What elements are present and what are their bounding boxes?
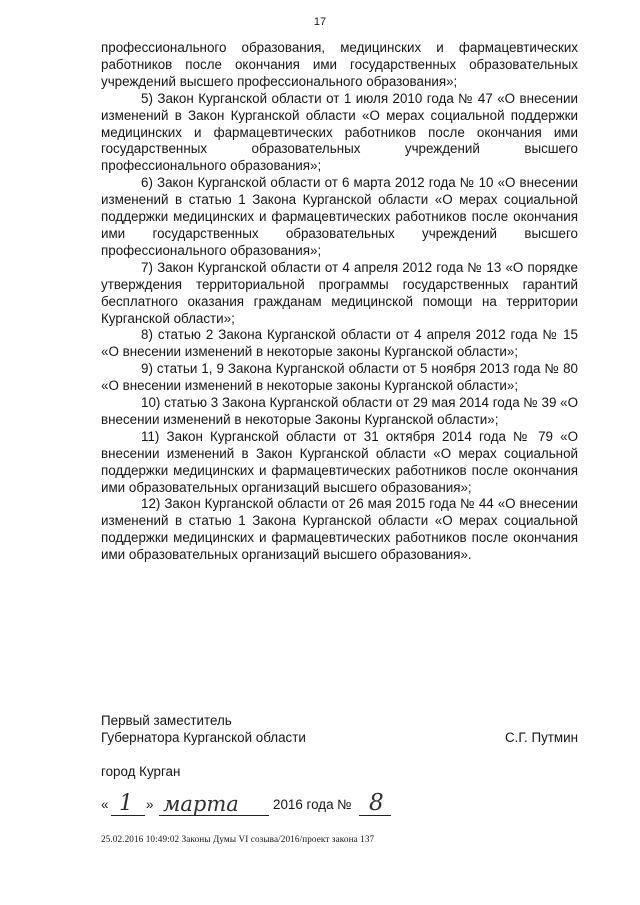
signatory-title-line1: Первый заместитель: [101, 713, 232, 728]
paragraph-item-12: 12) Закон Курганской области от 26 мая 2015 года № 44 «О внесении изменений в статью 1 Закона Курганской области «О мерах социальной поддержки медицинских и фармацевтических работников после окончания ими образовательных организаций высшего образования».: [101, 496, 578, 563]
footer-filepath: 25.02.2016 10:49:02 Законы Думы VI созыва/2016/проект закона 137: [101, 834, 375, 844]
date-day-handwritten: 1: [119, 791, 133, 816]
date-month-handwritten: марта: [163, 792, 239, 816]
date-open-quote: «: [101, 797, 109, 812]
paragraph-item-9: 9) статьи 1, 9 Закона Курганской области от 5 ноября 2013 года № 80 «О внесении изменений в некоторые законы Курганской области»;: [101, 361, 578, 394]
signatory-title-line2: Губернатора Курганской области: [101, 730, 306, 745]
page-number: 17: [313, 16, 327, 28]
signatory-name: С.Г. Путмин: [505, 730, 578, 745]
paragraph-continuation: профессионального образования, медицинских и фармацевтических работников после окончания ими государственных образовательных учреждений высшего профессионального образования»;: [101, 40, 578, 89]
date-line: [101, 790, 501, 819]
paragraph-item-5: 5) Закон Курганской области от 1 июля 2010 года № 47 «О внесении изменений в Закон Курганской области «О мерах социальной поддержки медицинских и фармацевтических работников после окончания ими государственных образовательных учреждений высшего профессионального образования»;: [101, 90, 578, 174]
paragraph-item-7: 7) Закон Курганской области от 4 апреля 2012 года № 13 «О порядке утверждения территориальной программы государственных гарантий бесплатного оказания гражданам медицинской помощи на территории Курганской области»;: [101, 259, 578, 326]
date-number-underline: [359, 815, 391, 816]
paragraph-item-8: 8) статью 2 Закона Курганской области от 4 апреля 2012 года № 15 «О внесении изменений в некоторые законы Курганской области»;: [101, 327, 578, 360]
date-number-handwritten: 8: [369, 790, 384, 816]
document-body: [101, 40, 578, 564]
date-day-underline: [111, 815, 145, 816]
signature-block: [101, 712, 578, 746]
paragraph-item-6: 6) Закон Курганской области от 6 марта 2012 года № 10 «О внесении изменений в статью 1 Закона Курганской области «О мерах социальной поддержки медицинских и фармацевтических работников после окончания ими государственных образовательных учреждений высшего профессионального образования»;: [101, 175, 578, 258]
date-year-text: 2016 года №: [273, 797, 352, 812]
paragraph-item-11: 11) Закон Курганской области от 31 октября 2014 года № 79 «О внесении изменений в Закон Курганской области «О мерах социальной поддержки медицинских и фармацевтических работников после окончания ими образовательных организаций высшего образования»;: [101, 428, 578, 495]
city-line: город Курган: [101, 764, 181, 779]
paragraph-item-10: 10) статью 3 Закона Курганской области от 29 мая 2014 года № 39 «О внесении изменений в некоторые Законы Курганской области»;: [101, 395, 578, 427]
date-month-underline: [159, 815, 269, 816]
date-close-quote: »: [146, 797, 154, 812]
